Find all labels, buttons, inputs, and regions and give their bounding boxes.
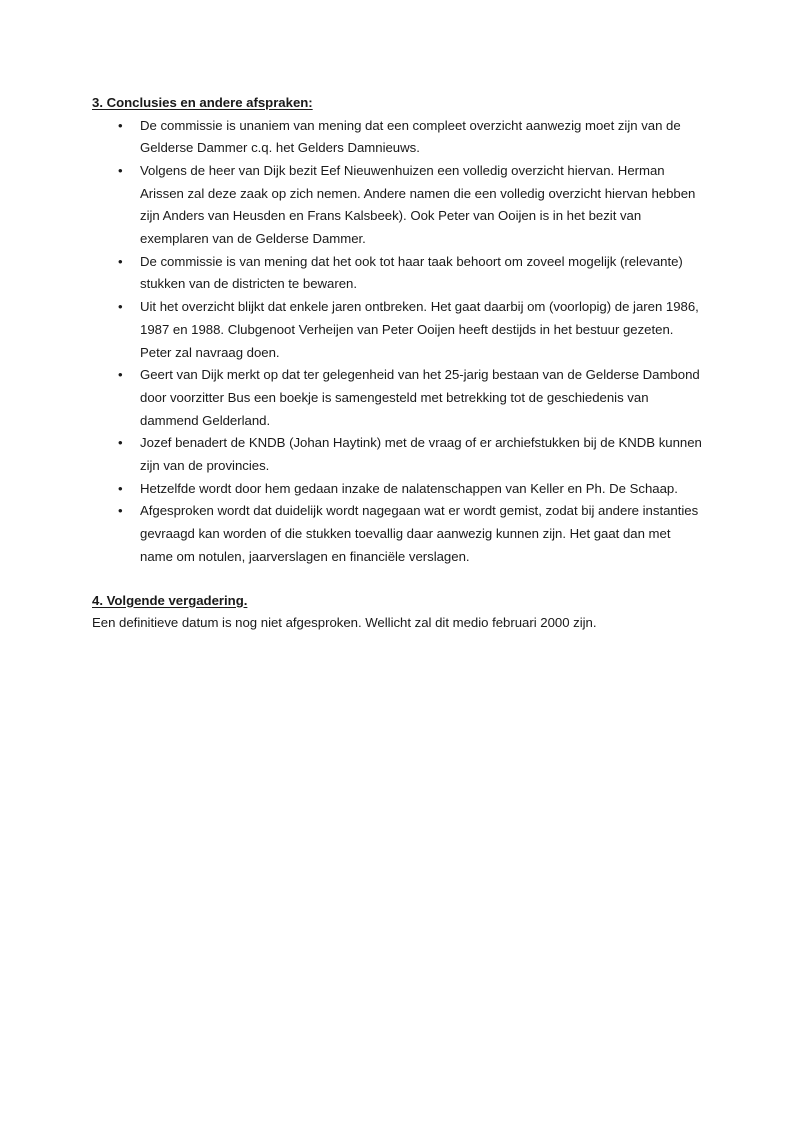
list-item-text: Hetzelfde wordt door hem gedaan inzake de nalatenschappen van Keller en Ph. De Schaap.: [140, 480, 678, 496]
bullet-icon: •: [118, 253, 123, 269]
list-item-text: De commissie is unaniem van mening dat een compleet overzicht aanwezig moet zijn van de Gelderse Dammer c.q. het Gelders Damnieuws.: [140, 117, 681, 156]
bullet-icon: •: [118, 299, 123, 315]
list-item: [92, 364, 702, 432]
list-item: [92, 296, 702, 364]
bullet-icon: •: [118, 367, 123, 383]
section-heading-4: 4. Volgende vergadering.: [92, 592, 248, 608]
bullet-icon: •: [118, 435, 123, 451]
section-spacer: [92, 569, 702, 590]
bullet-icon: •: [118, 117, 123, 133]
list-item-text: Volgens de heer van Dijk bezit Eef Nieuwenhuizen een volledig overzicht hiervan. Herman Arissen zal deze zaak op zich nemen. Andere namen die een volledig overzicht hiervan hebben zijn Anders van Heusden en Frans Kalsbeek). Ook Peter van Ooijen is in het bezit van exemplaren van de Gelderse Dammer.: [140, 162, 696, 247]
list-item: [92, 251, 702, 296]
section-heading-3: 3. Conclusies en andere afspraken:: [92, 95, 313, 110]
bullet-icon: •: [118, 503, 123, 519]
list-item-text: Jozef benadert de KNDB (Johan Haytink) met de vraag of er archiefstukken bij de KNDB kunnen zijn van de provincies.: [140, 435, 702, 474]
list-item: [92, 115, 702, 160]
list-item: [92, 478, 702, 501]
list-item: [92, 432, 702, 477]
list-item-text: De commissie is van mening dat het ook tot haar taak behoort om zoveel mogelijk (relevante) stukken van de districten te bewaren.: [140, 253, 683, 292]
conclusions-bullet-list: [92, 115, 702, 569]
next-meeting-paragraph: Een definitieve datum is nog niet afgesproken. Wellicht zal dit medio februari 2000 zijn.: [92, 615, 597, 631]
list-item-text: Uit het overzicht blijkt dat enkele jaren ontbreken. Het gaat daarbij om (voorlopig) de jaren 1986, 1987 en 1988. Clubgenoot Verheijen van Peter Ooijen heeft destijds in het bestuur gezeten. Peter zal navraag doen.: [140, 299, 699, 360]
list-item-text: Geert van Dijk merkt op dat ter gelegenheid van het 25-jarig bestaan van de Gelderse Dambond door voorzitter Bus een boekje is samengesteld met betrekking tot de geschiedenis van dammend Gelderland.: [140, 367, 700, 428]
bullet-icon: •: [118, 162, 123, 178]
bullet-icon: •: [118, 480, 123, 496]
list-item: [92, 500, 702, 568]
list-item: [92, 160, 702, 251]
list-item-text: Afgesproken wordt dat duidelijk wordt nagegaan wat er wordt gemist, zodat bij andere instanties gevraagd kan worden of die stukken toevallig daar aanwezig kunnen zijn. Het gaat dan met name om notulen, jaarverslagen en financiële verslagen.: [140, 503, 699, 564]
document-body: [92, 92, 702, 635]
